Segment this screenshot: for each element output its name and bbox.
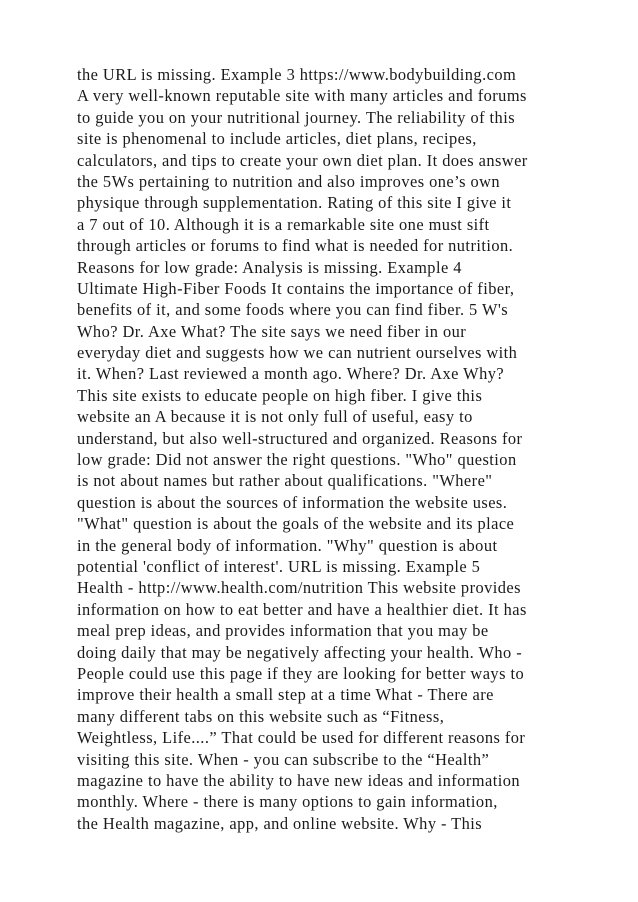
text-line: physique through supplementation. Rating of this site I give it bbox=[77, 193, 512, 213]
text-line: the 5Ws pertaining to nutrition and also improves one’s own bbox=[77, 171, 501, 191]
text-line: information on how to eat better and have a healthier diet. It has bbox=[77, 599, 527, 619]
text-line: benefits of it, and some foods where you can find fiber. 5 W's bbox=[77, 300, 509, 320]
text-line: monthly. Where - there is many options to gain information, bbox=[77, 792, 498, 812]
text-line: question is about the sources of information the website uses. bbox=[77, 492, 508, 512]
text-line: visiting this site. When - you can subscribe to the “Health” bbox=[77, 749, 490, 769]
text-line: meal prep ideas, and provides information that you may be bbox=[77, 621, 489, 641]
text-line: through articles or forums to find what is needed for nutrition. bbox=[77, 236, 514, 256]
text-line: a 7 out of 10. Although it is a remarkable site one must sift bbox=[77, 214, 490, 234]
text-line: in the general body of information. "Why" question is about bbox=[77, 535, 498, 555]
body-text bbox=[77, 64, 622, 834]
text-line: Who? Dr. Axe What? The site says we need fiber in our bbox=[77, 321, 467, 341]
text-line: This site exists to educate people on high fiber. I give this bbox=[77, 385, 483, 405]
text-line: calculators, and tips to create your own diet plan. It does answer bbox=[77, 150, 528, 170]
text-line: improve their health a small step at a time What - There are bbox=[77, 685, 494, 705]
text-line: to guide you on your nutritional journey. The reliability of this bbox=[77, 107, 516, 127]
text-line: everyday diet and suggests how we can nutrient ourselves with bbox=[77, 343, 518, 363]
text-line: it. When? Last reviewed a month ago. Where? Dr. Axe Why? bbox=[77, 364, 505, 384]
text-line: website an A because it is not only full of useful, easy to bbox=[77, 407, 473, 427]
text-line: A very well-known reputable site with many articles and forums bbox=[77, 86, 527, 106]
text-line: low grade: Did not answer the right questions. "Who" question bbox=[77, 450, 517, 470]
text-line: Reasons for low grade: Analysis is missing. Example 4 bbox=[77, 257, 462, 277]
text-line: magazine to have the ability to have new ideas and information bbox=[77, 770, 520, 790]
text-line: Health - http://www.health.com/nutrition This website provides bbox=[77, 578, 521, 598]
text-line: the URL is missing. Example 3 https://www.bodybuilding.com bbox=[77, 65, 517, 84]
text-line: many different tabs on this website such as “Fitness, bbox=[77, 706, 445, 726]
text-line: the Health magazine, app, and online website. Why - This bbox=[77, 813, 483, 833]
text-line: potential 'conflict of interest'. URL is missing. Example 5 bbox=[77, 556, 481, 576]
text-line: "What" question is about the goals of the website and its place bbox=[77, 514, 515, 534]
text-line: People could use this page if they are looking for better ways to bbox=[77, 663, 525, 683]
text-line: Weightless, Life....” That could be used for different reasons for bbox=[77, 728, 526, 748]
text-line: understand, but also well-structured and organized. Reasons for bbox=[77, 428, 523, 448]
text-line: site is phenomenal to include articles, diet plans, recipes, bbox=[77, 129, 477, 149]
text-line: is not about names but rather about qualifications. "Where" bbox=[77, 471, 493, 491]
text-line: Ultimate High-Fiber Foods It contains the importance of fiber, bbox=[77, 278, 515, 298]
text-line: doing daily that may be negatively affecting your health. Who - bbox=[77, 642, 523, 662]
